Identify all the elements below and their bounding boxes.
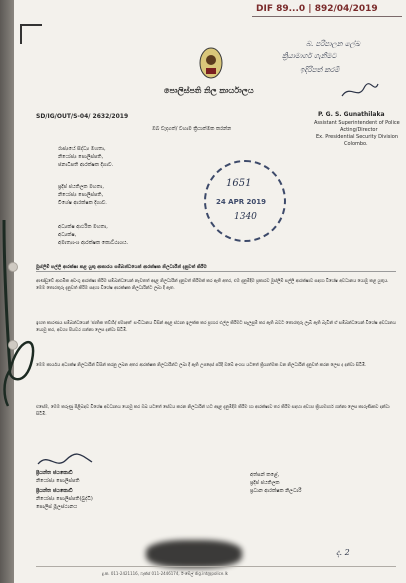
addressee-3: අධ්‍යක්ෂ ආර්ථික මහතා, අධ්‍යක්ෂ, අමාත්‍යාංශ ආරක්ෂක කොට්ඨාශය. bbox=[58, 224, 129, 246]
sender-title-line-1: Assistant Superintendent of Police bbox=[314, 120, 400, 126]
office-title: පොලිස්පති නිල කාර්යාලය bbox=[164, 86, 254, 95]
addressee-2: ප්‍රදීප් ජයතිලක මහතා, නියෝජ්‍ය පොලිස්පති, විශේෂ ආරක්ෂක දිගාව. bbox=[58, 184, 107, 206]
body-paragraph-4: එසේම, මෙම කරුණු පිළිබඳව විශේෂ අවධානය යොමු කර ඔබ යටතේ සේවය කරන නිලධාරීන් හට අදාළ දැනුම්දීම කිරීම හා ආරක්ෂාව තර කිරීම සඳහා අවශ්‍ය ක්‍රියාමාර්ග ගන්නා ලෙස කාරුණිකව දන්වා සිටිමි. bbox=[36, 405, 390, 417]
sender-title-line-3: Ex. Presidential Security Division bbox=[316, 134, 398, 140]
sender-title-line-4: Colombo. bbox=[344, 141, 368, 147]
file-binding-string bbox=[0, 220, 44, 410]
handwritten-signature-left bbox=[36, 450, 96, 472]
stamp-date: 24 APR 2019 bbox=[216, 198, 267, 206]
sender-title-line-2: Acting/Director bbox=[340, 127, 378, 133]
sender-name: P. G. S. Gunathilaka bbox=[318, 111, 385, 118]
stamp-underline bbox=[252, 16, 402, 17]
letter-page bbox=[14, 0, 406, 583]
police-emblem-icon bbox=[198, 46, 224, 80]
footer-contact: දු.ක. 011-2421116, ෆැක්ස් 011-2446174, ඊ-මේල් dig.int@police.lk bbox=[102, 571, 228, 576]
footer-divider bbox=[36, 566, 396, 567]
handwritten-note-line-3: ඉදිරිපත් කරමි bbox=[300, 66, 340, 74]
punch-hole-lower bbox=[8, 340, 18, 350]
stamp-time: 1340 bbox=[234, 212, 257, 222]
addressee-1: රාජ්‍යයේ සිද්ධ්‍ය මහතා, නියෝජ්‍ය පොලිස්පති, ජනාධිපති ආරක්ෂක දිගාව. bbox=[58, 146, 114, 168]
body-paragraph-3: මෙම කාර්යය අධ්‍යක්ෂ නිලධාරීන් විසින් කරනු ලබන අතර ආරක්ෂක නිලධාරීන්ට ලබා දී ඇති උපදෙස් පරිදි ඔබේ අංශය යටතේ ක්‍රියාත්මක වන නිලධාරීන් දැනුවත් කරන ලෙස ද දන්වා සිටිමි. bbox=[36, 363, 367, 368]
urgency-label: ඔබ වැදගත්/ වහාම ක්‍රියාත්මක කරන්න bbox=[152, 126, 232, 132]
reference-number: SD/IG/OUT/S-04/ 2632/2019 bbox=[36, 113, 129, 120]
subject-line: මුස්ලිම් පල්ලි ආරක්ෂා කළ යුතු ආකාරය සම්බන්ධයෙන් ආරක්ෂක නිලධාරීන් දැනුවත් කිරීම bbox=[36, 265, 207, 270]
handwritten-note-line-2: ක්‍රියාමාර්ග ගැනීමට bbox=[282, 52, 337, 60]
handwritten-note-line-1: බ. පරිපාලන ලේඛ bbox=[306, 40, 360, 48]
redacted-blot bbox=[146, 540, 242, 568]
punch-hole-upper bbox=[8, 262, 18, 272]
handwritten-page-mark: ද. 2 bbox=[336, 548, 350, 557]
corner-bracket-mark bbox=[20, 24, 42, 44]
stamp-number: 1651 bbox=[226, 178, 252, 189]
signature-block-right: අත්සන් කළේ, ප්‍රදීප් ජයතිලක ප්‍රධාන ආරක්ෂක නිලධාරී bbox=[250, 472, 302, 494]
received-date-stamp bbox=[204, 160, 286, 242]
body-paragraph-2: ඉහත කාරණය සම්බන්ධයෙන් 'ජාතික තව්හීද් ජමාඅත්' සංවිධානය විසින් අදාළ ස්ථාන ඉලක්ක කර ප්‍රහාර එල්ල කිරීමට සැලසුම් කර ඇති බවට තොරතුරු ලැබී ඇති බැවින් ඒ සම්බන්ධයෙන් විශේෂ අවධානය යොමු කර, අවශ්‍ය පියවර ගන්නා ලෙස දන්වා සිටිමි. bbox=[36, 321, 396, 333]
signature-block-left: ප්‍රියන්ත ජයකොඩි නියෝජ්‍ය පොලිස්පති ප්‍රියන්ත ජයකොඩි නියෝජ්‍ය පොලිස්පති(බුද්ධි) පොලිස් මූලස්ථානය bbox=[36, 470, 93, 510]
subject-underline bbox=[36, 271, 396, 272]
file-stamp: DIF 89...0 | 892/04/2019 bbox=[256, 4, 378, 14]
body-paragraph-1: ආණ්ඩුවේ ආගමික අඩංගු ආරක්ෂා කිරීම සම්බන්ධයෙන් නැවතත් අදාළ නිලධාරීන් දැනුවත් කිරීමක් කර ඇති අතර, එම දැනුම්දීම ප්‍රකාරව මුස්ලිම් පල්ලි ආරක්ෂාව සඳහා විශේෂ අවධානය යොමු කළ යුතුය. මෙම තොරතුරු දැනුවත් කිරීම සඳහා විශේෂ ආරක්ෂක නිලධාරීන්ට ලබා දී ඇත. bbox=[36, 279, 389, 291]
handwritten-signature-top bbox=[340, 80, 380, 102]
